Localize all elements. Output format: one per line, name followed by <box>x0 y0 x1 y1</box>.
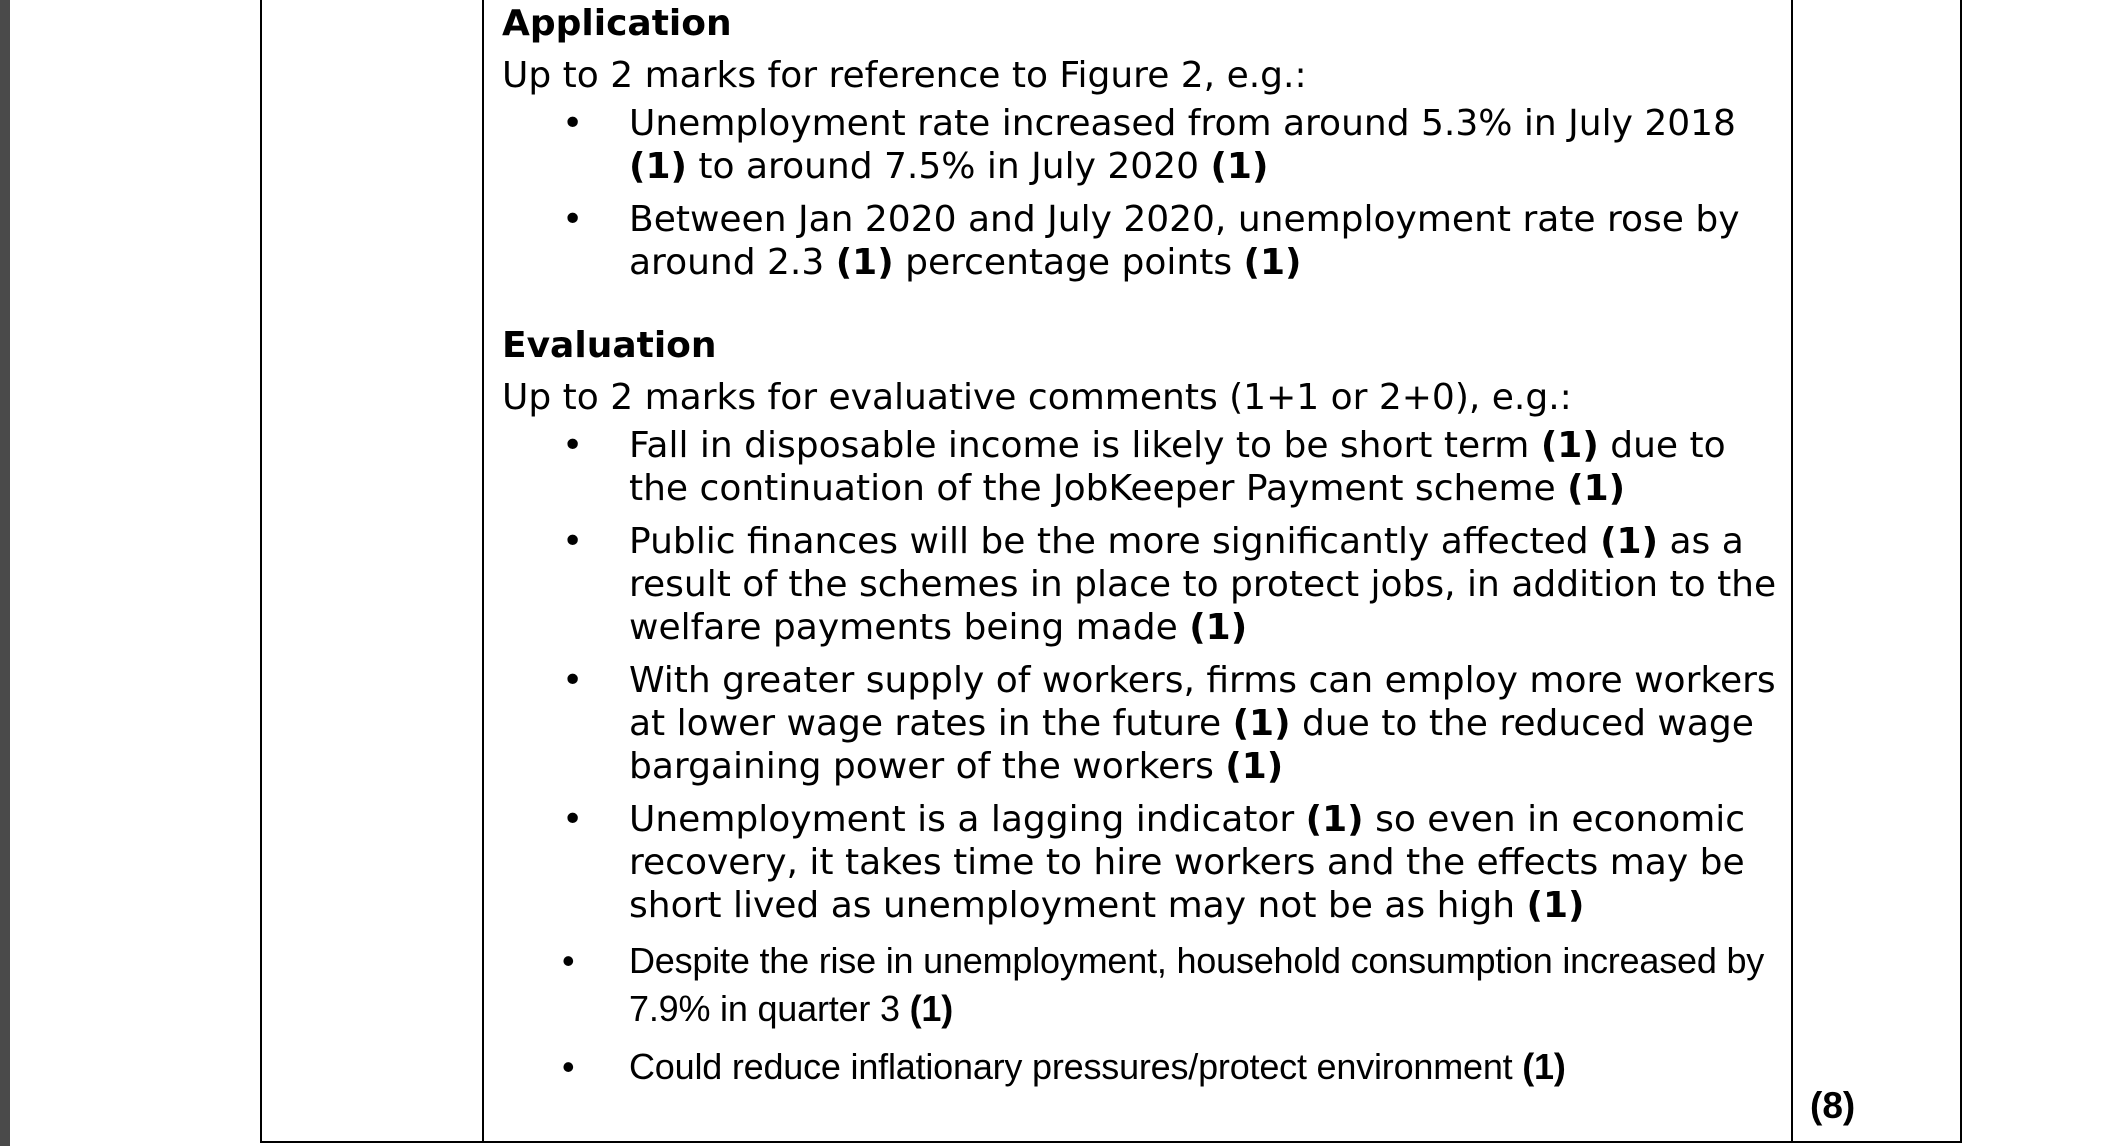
list-item: • Unemployment is a lagging indicator (1) so even in economic recovery, it takes time to hire workers and the effects may be short lived as unemployment may not be as high (1) <box>562 799 1746 926</box>
list-item: • Despite the rise in unemployment, household consumption increased by 7.9% in quarter 3 (1) <box>502 937 1792 1033</box>
evaluation-section <box>502 322 1792 1091</box>
application-heading: Application <box>502 3 732 44</box>
bullet-icon: • <box>562 940 575 981</box>
table-border-right <box>1960 0 1962 1143</box>
application-bullets <box>502 102 1792 284</box>
bullet-icon: • <box>562 103 584 144</box>
list-item: • Fall in disposable income is likely to be short term (1) due to the continuation of the JobKeeper Payment scheme (1) <box>562 425 1726 509</box>
bullet-icon: • <box>562 425 584 466</box>
bullet-icon: • <box>562 660 584 701</box>
list-item: • With greater supply of workers, firms can employ more workers at lower wage rates in the future (1) due to the reduced wage bargaining power of the workers (1) <box>562 660 1776 787</box>
marks-total: (8) <box>1810 1085 1856 1126</box>
application-intro: Up to 2 marks for reference to Figure 2, e.g.: <box>502 55 1307 96</box>
list-item: • Unemployment rate increased from around 5.3% in July 2018 (1) to around 7.5% in July 2020 (1) <box>562 103 1736 187</box>
table-border-bottom <box>260 1141 1962 1143</box>
list-item: • Between Jan 2020 and July 2020, unemployment rate rose by around 2.3 (1) percentage points (1) <box>562 199 1740 283</box>
bullet-icon: • <box>562 199 584 240</box>
application-section <box>502 0 1792 284</box>
bullet-icon: • <box>562 799 584 840</box>
table-divider-1 <box>482 0 484 1143</box>
evaluation-intro: Up to 2 marks for evaluative comments (1+1 or 2+0), e.g.: <box>502 377 1572 418</box>
evaluation-bullets <box>502 424 1792 1091</box>
bullet-icon: • <box>562 1046 575 1087</box>
bullet-icon: • <box>562 521 584 562</box>
list-item: • Public finances will be the more significantly affected (1) as a result of the schemes in place to protect jobs, in addition to the welfare payments being made (1) <box>562 521 1777 648</box>
viewer-left-edge <box>0 0 10 1146</box>
list-item: • Could reduce inflationary pressures/protect environment (1) <box>502 1043 1792 1091</box>
evaluation-heading: Evaluation <box>502 325 717 366</box>
table-border-left <box>260 0 262 1143</box>
mark-scheme-cell <box>502 0 1792 1101</box>
